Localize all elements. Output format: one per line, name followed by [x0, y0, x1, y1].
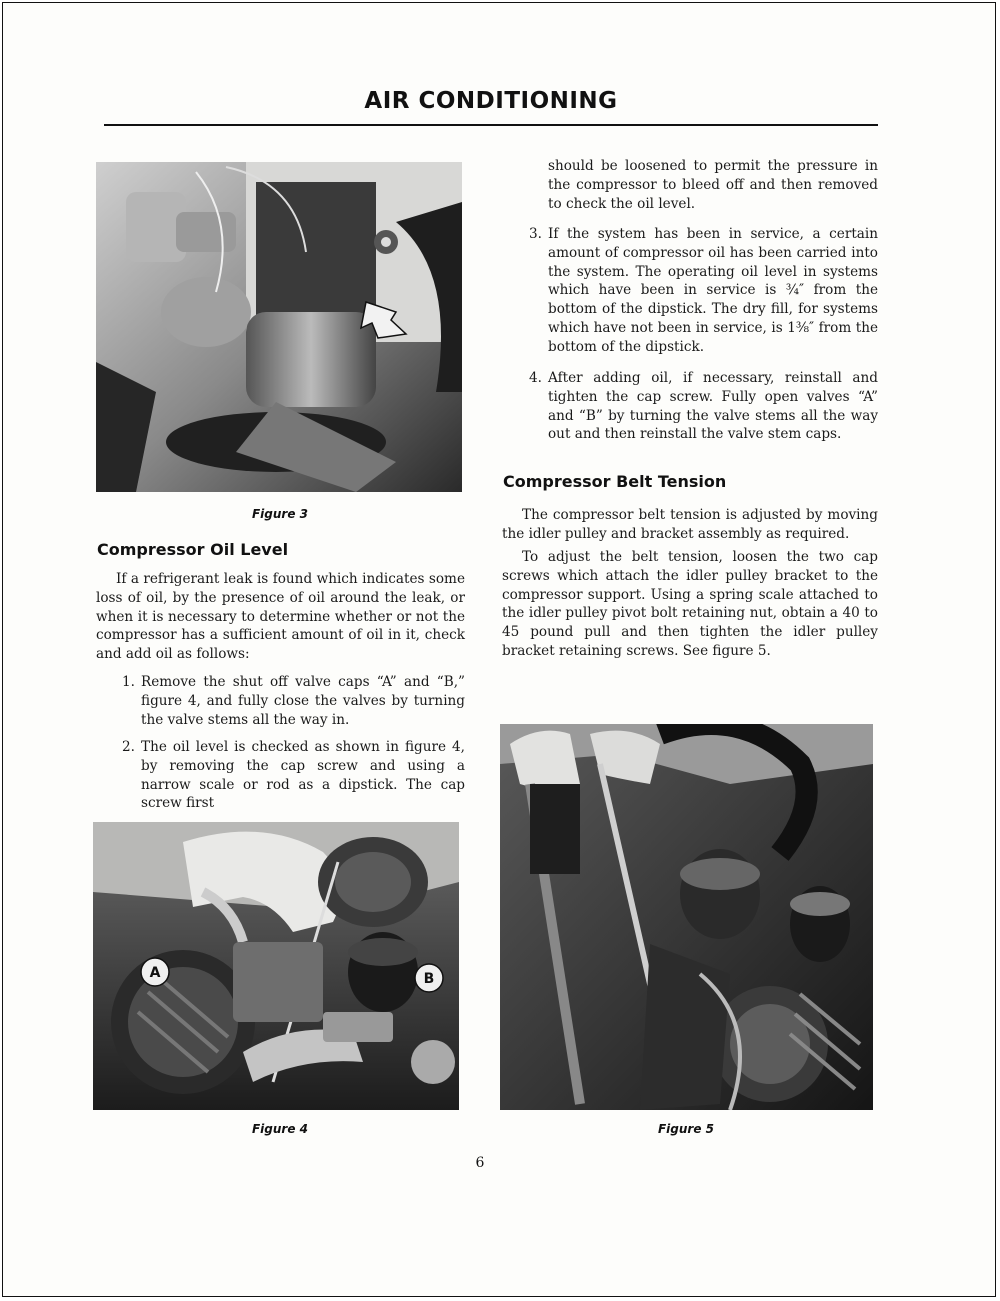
page-title: AIR CONDITIONING [364, 88, 618, 114]
step-text: If the system has been in service, a certain amount of compressor oil has been carried into the system. The operating oil level in systems which have been in service is ¾″ from the bottom of the dipstick. The dry fill, for systems which have not been in service, is 1⅜″ from the bottom of the dipstick. [548, 226, 878, 355]
belt-tension-para-2: To adjust the belt tension, loosen the two cap screws which attach the idler pulley bracket to the compressor support. Using a spring scale attached to the idler pulley pivot bolt retaining nut, obtain a 40 to 45 pound pull and then tighten the idler pulley bracket retaining screws. See figure 5. [502, 549, 878, 659]
figure-4-photo [93, 822, 459, 1110]
oil-level-step-2-continued: should be loosened to permit the pressure in the compressor to bleed off and then removed to check the oil level. [548, 158, 878, 212]
page-header [104, 86, 878, 126]
figure-5-caption: Figure 5 [657, 1122, 715, 1136]
oil-level-heading: Compressor Oil Level [97, 540, 289, 559]
step-text: After adding oil, if necessary, reinstall and tighten the cap screw. Fully open valves “A” and “B” by turning the valve stems all the way out and then reinstall the valve stem caps. [548, 370, 878, 443]
figure-4-label-b: B [423, 971, 435, 987]
oil-level-step-3 [524, 225, 878, 357]
figure-3-caption: Figure 3 [251, 507, 309, 521]
figure-3-photo [96, 162, 462, 492]
belt-tension-para-1: The compressor belt tension is adjusted by moving the idler pulley and bracket assembly as required. [502, 507, 878, 542]
step-text: Remove the shut off valve caps “A” and “B,” figure 4, and fully close the valves by turning the valve stems all the way in. [141, 674, 465, 728]
figure-5-photo [500, 724, 873, 1110]
oil-level-step-1 [117, 673, 465, 729]
step-number: 1. [122, 674, 135, 690]
step-number: 2. [122, 739, 135, 755]
oil-level-step-2 [117, 738, 465, 812]
step-number: 3. [529, 226, 542, 242]
step-text: The oil level is checked as shown in figure 4, by removing the cap screw and using a narrow scale or rod as a dipstick. The cap screw first [141, 739, 465, 812]
oil-level-intro: If a refrigerant leak is found which indicates some loss of oil, by the presence of oil around the leak, or when it is necessary to determine whether or not the compressor has a sufficient amount of oil in it, check and add oil as follows: [96, 571, 465, 663]
figure-4-label-a: A [149, 965, 161, 981]
figure-4-caption: Figure 4 [251, 1122, 309, 1136]
belt-tension-heading: Compressor Belt Tension [503, 472, 727, 491]
step-number: 4. [529, 370, 542, 386]
oil-level-step-4 [524, 369, 878, 445]
page-number: 6 [475, 1155, 485, 1171]
